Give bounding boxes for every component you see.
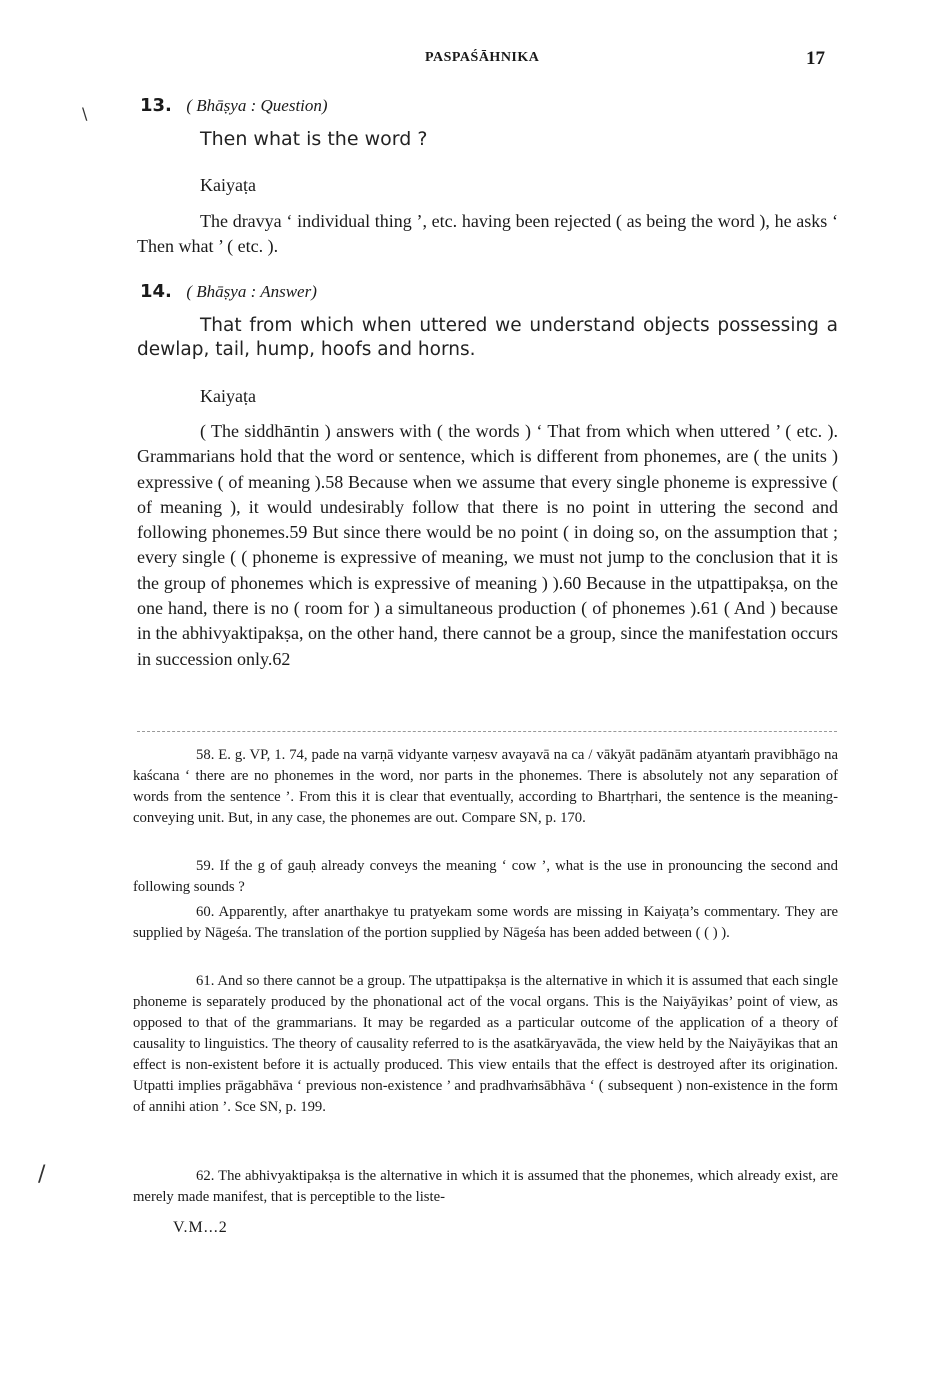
running-head-title: PASPAŚĀHNIKA	[425, 50, 540, 65]
margin-mark: \	[82, 104, 88, 123]
section-14-kaiyata-heading: Kaiyaṭa	[200, 386, 256, 406]
section-13-label: ( Bhāṣya : Question)	[186, 96, 328, 115]
section-13-heading	[140, 95, 328, 116]
section-13-kaiyata-text: The dravya ‘ individual thing ’, etc. having been rejected ( as being the word ), he asks ‘ Then what ’ ( etc. ).	[137, 211, 838, 257]
footnote-61: 61. And so there cannot be a group. The utpattipakṣa is the alternative in which it is assumed that each single phoneme is separately produced by the phonational act of the vocal organs. This is the Naiyāyikas’ point of view, as opposed to that of the grammarians. It may be regarded as a particular outcome of the application of a theory of causality to linguistics. The theory of causality referred to is the asatkāryavāda, the view held by the Naiyāyikas that an effect is non-existent before it is actually produced. This view entails that the effect is destroyed after its origination. Utpatti implies prāgabhāva ‘ previous non-existence ’ and pradhvaṁsābhāva ‘ ( subsequent ) non-existence in the form of annihi ation ’. Sce SN, p. 199.	[133, 973, 838, 1115]
page-number: 17	[806, 48, 825, 69]
footnote-62: 62. The abhivyaktipakṣa is the alternative in which it is assumed that the phonemes, which already exist, are merely made manifest, that is perceptible to the liste-	[133, 1168, 838, 1205]
running-head	[0, 48, 930, 72]
section-13-number: 13.	[140, 95, 172, 116]
section-14-heading	[140, 281, 317, 302]
footnote-separator	[137, 731, 837, 732]
section-13-bhasya-text: Then what is the word ?	[200, 128, 428, 150]
footnote-58: 58. E. g. VP, 1. 74, pade na varṇā vidyante varṇesv avayavā na ca / vākyāt padānām atyantaṁ pravibhāgo na kaścana ‘ there are no phonemes in the word, nor parts in the phonemes. There is absolutely not any separation of words from the sentence ’. From this it is clear that eventually, according to Bhartṛhari, the sentence is the meaning-conveying unit. But, in any case, the phonemes are out. Compare SN, p. 170.	[133, 747, 838, 826]
section-13-kaiyata-heading: Kaiyaṭa	[200, 175, 256, 195]
margin-mark: /	[38, 1162, 46, 1187]
footnote-60: 60. Apparently, after anarthakye tu pratyekam some words are missing in Kaiyaṭa’s commentary. They are supplied by Nāgeśa. The translation of the portion supplied by Nāgeśa has been added between ( ( ) ).	[133, 904, 838, 941]
section-14-number: 14.	[140, 281, 172, 302]
signature-mark: V.M...2	[173, 1219, 228, 1236]
footnote-59: 59. If the g of gauḥ already conveys the meaning ‘ cow ’, what is the use in pronouncing the second and following sounds ?	[133, 858, 838, 895]
section-14-kaiyata-text: ( The siddhāntin ) answers with ( the words ) ‘ That from which when uttered ’ ( etc. ). Grammarians hold that the word or sentence, which is different from phonemes, are ( the units ) expressive ( of meaning ).58 Because when we assume that every single phoneme is expressive ( of meaning ), it would undesirably follow that there is no point in uttering the second and following phonemes.59 But since there would be no point ( in doing so, on the assumption that ; every single ( ( phoneme is expressive of meaning, we must not jump to the conclusion that it is the group of phonemes which is expressive of meaning ) ).60 Because in the utpattipakṣa, on the one hand, there is no ( room for ) a simultaneous production ( of phonemes ).61 ( And ) because in the abhivyaktipakṣa, on the other hand, there cannot be a group, since the manifestation occurs in succession only.62	[137, 421, 838, 669]
section-14-bhasya-text: That from which when uttered we understand objects possessing a dewlap, tail, hump, hoofs and horns.	[137, 315, 838, 360]
section-14-label: ( Bhāṣya : Answer)	[186, 282, 317, 301]
